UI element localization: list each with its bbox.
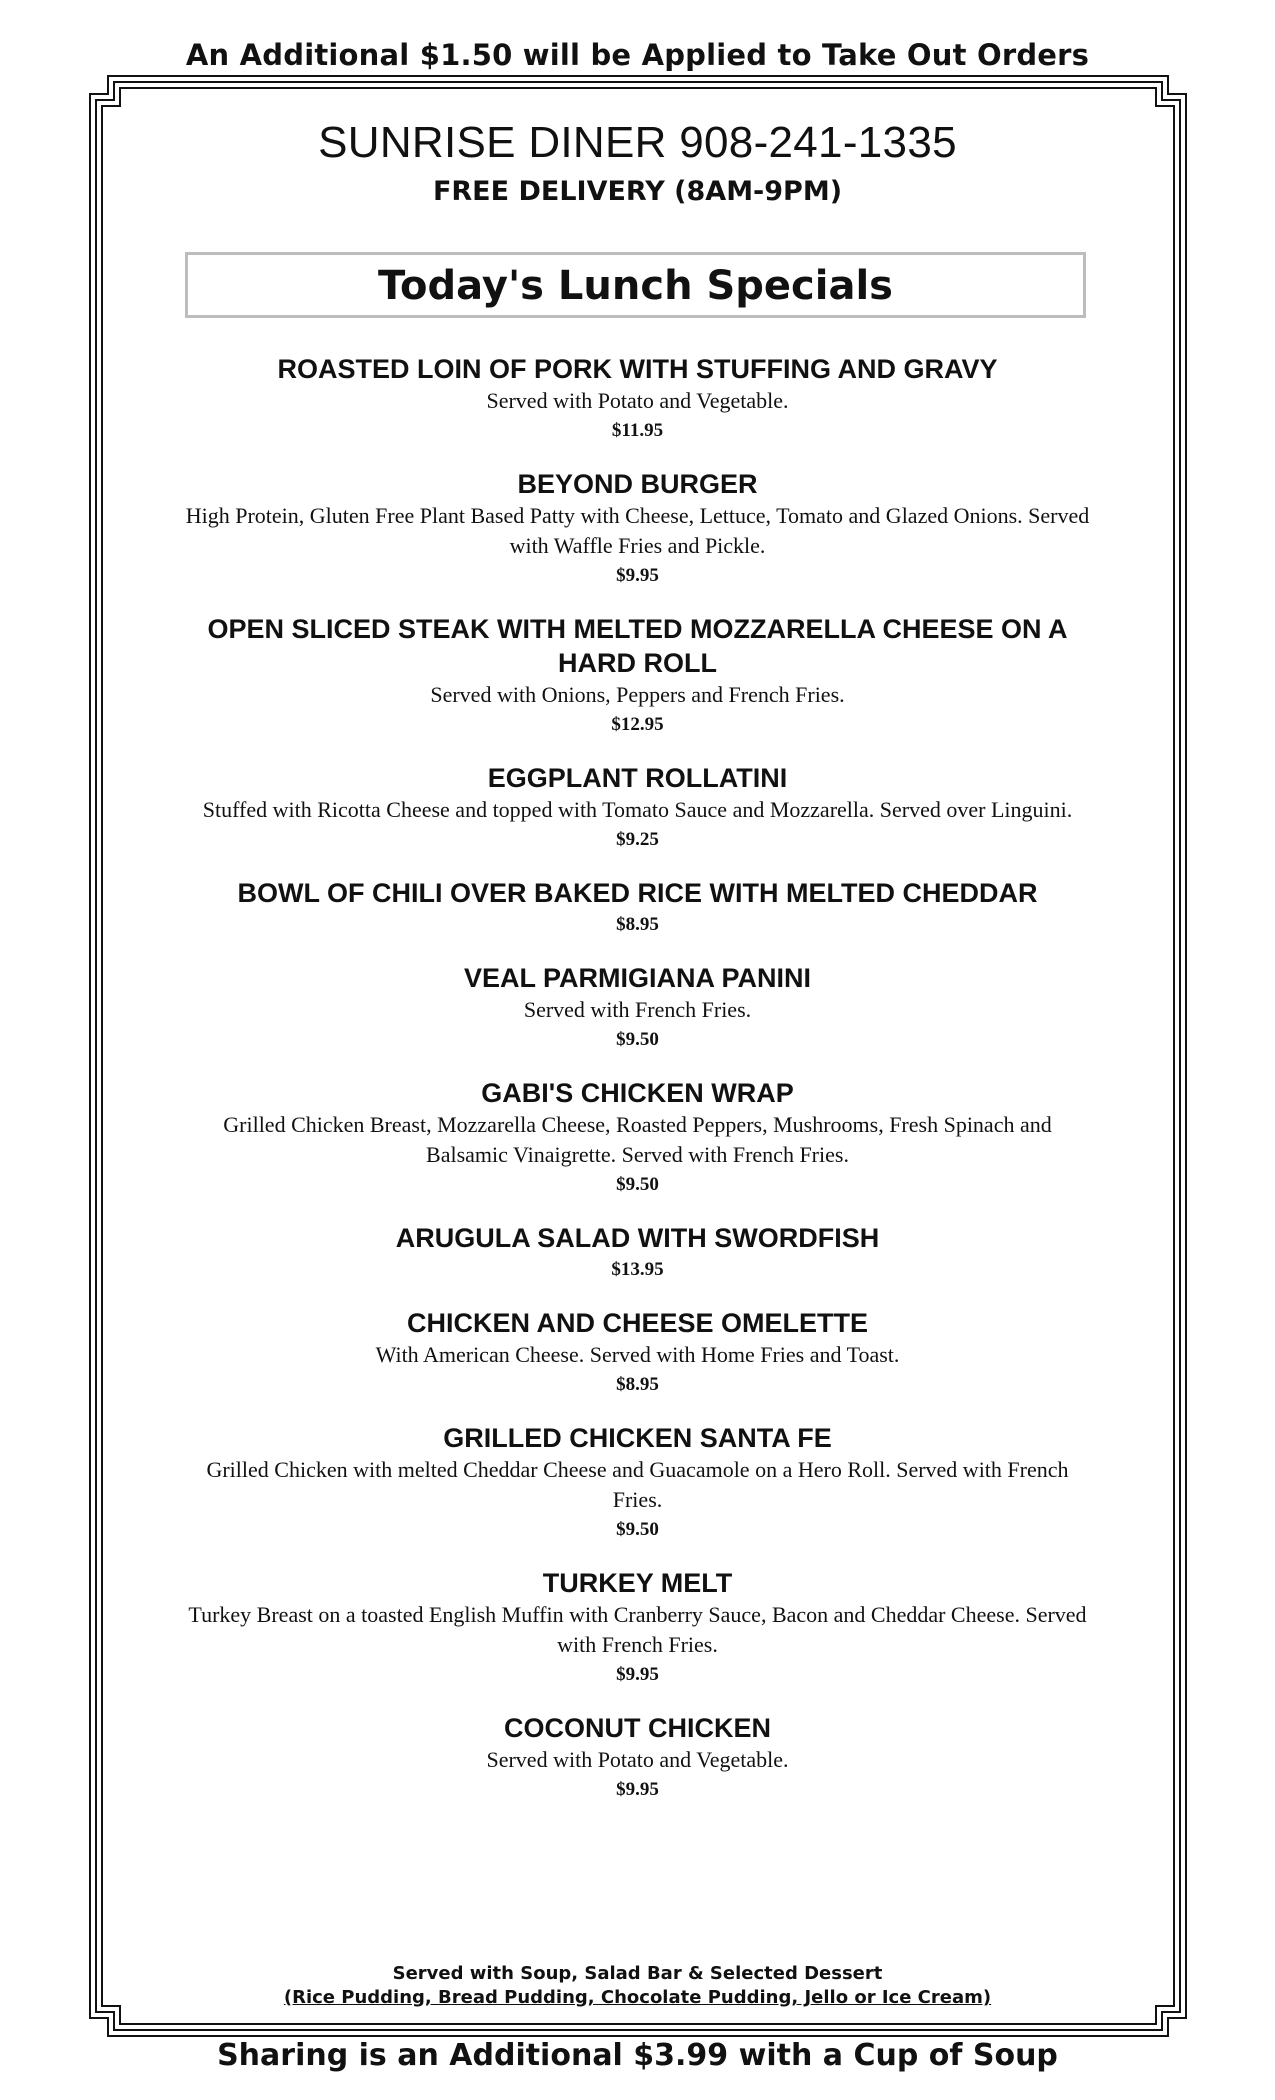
specials-title: Today's Lunch Specials [378, 263, 893, 309]
menu-item-description: Stuffed with Ricotta Cheese and topped with Tomato Sauce and Mozzarella. Served over Linguini. [202, 797, 1073, 822]
delivery-hours: FREE DELIVERY (8AM-9PM) [432, 176, 843, 207]
menu-item-description: Turkey Breast on a toasted English Muffin with Cranberry Sauce, Bacon and Cheddar Cheese. Served with French Fries. [188, 1602, 1087, 1657]
menu-item-price: $9.50 [616, 1029, 659, 1050]
specials-title-box [185, 252, 1086, 318]
menu-list [180, 352, 1095, 1826]
menu-item-price: $8.95 [616, 914, 659, 935]
menu-item-name: ARUGULA SALAD WITH SWORDFISH [395, 1223, 880, 1253]
menu-item-price: $9.95 [616, 1779, 659, 1800]
menu-item-name: OPEN SLICED STEAK WITH MELTED MOZZARELLA CHEESE ON A HARD ROLL [207, 614, 1068, 678]
menu-item [180, 612, 1095, 739]
menu-item [180, 761, 1095, 854]
menu-item-description: High Protein, Gluten Free Plant Based Patty with Cheese, Lettuce, Tomato and Glazed Onions. Served with Waffle Fries and Pickle. [185, 503, 1090, 558]
menu-item-price: $12.95 [611, 714, 664, 735]
menu-item-description: Served with Potato and Vegetable. [486, 1747, 789, 1772]
menu-item-name: EGGPLANT ROLLATINI [487, 763, 788, 793]
menu-item [180, 467, 1095, 590]
menu-item [180, 961, 1095, 1054]
included-items-note [0, 1962, 1275, 2010]
menu-item-price: $9.50 [616, 1519, 659, 1540]
menu-item-price: $9.95 [616, 565, 659, 586]
menu-item-name: ROASTED LOIN OF PORK WITH STUFFING AND GRAVY [277, 354, 998, 384]
included-items-line: Served with Soup, Salad Bar & Selected Dessert [392, 1963, 883, 1984]
menu-item-name: GRILLED CHICKEN SANTA FE [443, 1423, 832, 1453]
menu-item-description: Served with Potato and Vegetable. [486, 388, 789, 413]
menu-item-name: COCONUT CHICKEN [504, 1713, 771, 1743]
menu-item-name: VEAL PARMIGIANA PANINI [463, 963, 812, 993]
menu-item-description: Served with Onions, Peppers and French Fries. [430, 682, 845, 707]
diner-name-phone: SUNRISE DINER 908-241-1335 [318, 118, 957, 167]
menu-item [180, 1076, 1095, 1199]
menu-item-price: $8.95 [616, 1374, 659, 1395]
menu-item-price: $11.95 [611, 420, 664, 441]
menu-item-name: BEYOND BURGER [517, 469, 758, 499]
menu-item-description: With American Cheese. Served with Home Fries and Toast. [375, 1342, 900, 1367]
menu-item [180, 1306, 1095, 1399]
menu-item-description: Grilled Chicken with melted Cheddar Cheese and Guacamole on a Hero Roll. Served with French Fries. [206, 1457, 1069, 1512]
menu-item [180, 1221, 1095, 1284]
menu-item [180, 1421, 1095, 1544]
sharing-notice: Sharing is an Additional $3.99 with a Cup of Soup [217, 2038, 1058, 2073]
menu-item [180, 1711, 1095, 1804]
menu-item-name: TURKEY MELT [542, 1568, 733, 1598]
menu-item-name: CHICKEN AND CHEESE OMELETTE [406, 1308, 869, 1338]
menu-item-price: $13.95 [611, 1259, 664, 1280]
menu-item-price: $9.50 [616, 1174, 659, 1195]
menu-item [180, 876, 1095, 939]
menu-item-name: GABI'S CHICKEN WRAP [481, 1078, 794, 1108]
dessert-options-line: (Rice Pudding, Bread Pudding, Chocolate Pudding, Jello or Ice Cream) [283, 1987, 992, 2008]
takeout-notice: An Additional $1.50 will be Applied to Take Out Orders [185, 38, 1090, 72]
menu-item-price: $9.95 [616, 1664, 659, 1685]
menu-item [180, 1566, 1095, 1689]
menu-item-price: $9.25 [616, 829, 659, 850]
menu-item-description: Served with French Fries. [523, 997, 752, 1022]
menu-item-description: Grilled Chicken Breast, Mozzarella Cheese, Roasted Peppers, Mushrooms, Fresh Spinach and Balsamic Vinaigrette. Served with French Fries. [223, 1112, 1052, 1167]
menu-item [180, 352, 1095, 445]
menu-item-name: BOWL OF CHILI OVER BAKED RICE WITH MELTED CHEDDAR [237, 878, 1038, 908]
